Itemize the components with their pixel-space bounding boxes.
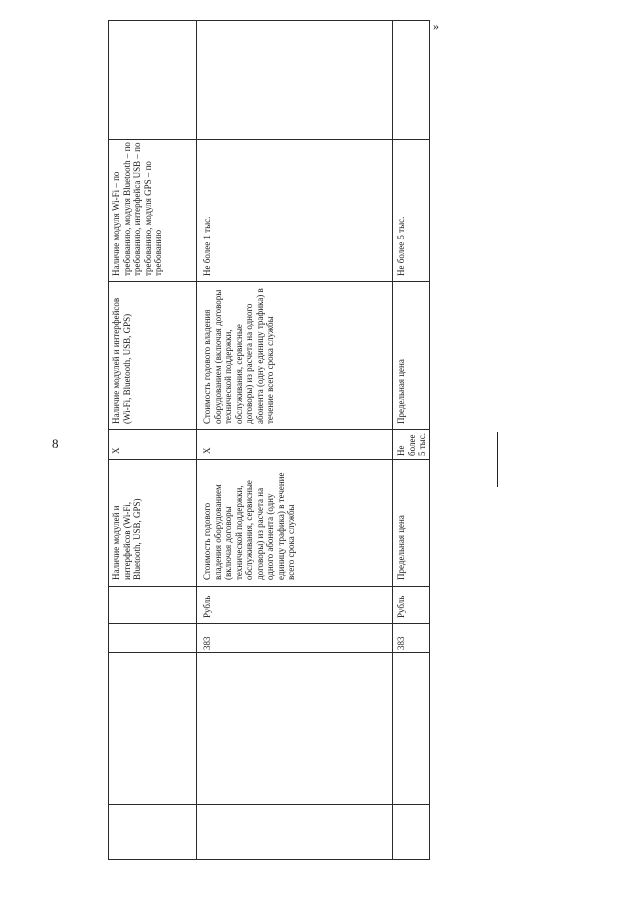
rotated-table [108, 20, 430, 860]
table-line [108, 429, 430, 430]
cell-cost-unit: Рубль [202, 595, 212, 618]
cell-cost-c: Стоимость годового владения оборудованием (включая договоры технической поддержки, обслуживания, сервисные договоры) из расчета на одного абонента (одну единицу трафика) в течение всего срока службы [202, 288, 275, 424]
table-line [108, 139, 430, 140]
cell-module-b: X [111, 447, 121, 454]
table-line [429, 20, 430, 860]
table-line [392, 20, 393, 860]
cell-cost-b: X [202, 447, 212, 454]
cell-price-unit: Рубль [396, 595, 406, 618]
cell-cost-code: 383 [202, 636, 212, 650]
cell-price-b: Не более 5 тыс. [396, 433, 427, 456]
cell-module-a: Наличие модулей и интерфейсов (Wi-Fi, Bluetooth, USB, GPS) [111, 498, 142, 580]
table-line [108, 652, 430, 653]
table-line [108, 20, 430, 21]
table-line [108, 586, 430, 587]
table-line [108, 859, 430, 860]
table-line [108, 20, 109, 860]
table-line [108, 623, 430, 624]
cell-price-d: Не более 5 тыс. [396, 216, 406, 276]
page-number: 8 [52, 436, 59, 451]
cell-cost-d: Не более 1 тыс. [202, 216, 212, 276]
cell-price-c: Предельная цена [396, 359, 406, 424]
requirements-table [108, 20, 430, 860]
table-line [108, 459, 430, 460]
table-line [108, 804, 430, 805]
cell-cost-a: Стоимость годового владения оборудованием (включая договоры технической поддержки, обслуживания, сервисные договоры) из расчета на одного абонента (одну единицу трафика) в течение всего срока службы [202, 472, 296, 580]
separator-rule [497, 432, 498, 487]
table-line [196, 20, 197, 860]
cell-price-code: 383 [396, 636, 406, 650]
cell-module-c: Наличие модулей и интерфейсов (Wi-Fi, Bluetooth, USB, GPS) [111, 297, 132, 424]
cell-price-a: Предельная цена [396, 515, 406, 580]
continuation-mark: » [433, 19, 439, 33]
table-line [108, 281, 430, 282]
cell-module-d: Наличие модуля Wi-Fi – по требованию, модуля Bluetooth – по требованию, интерфейса USB – по требованию, модуля GPS – по требованию [111, 142, 163, 276]
